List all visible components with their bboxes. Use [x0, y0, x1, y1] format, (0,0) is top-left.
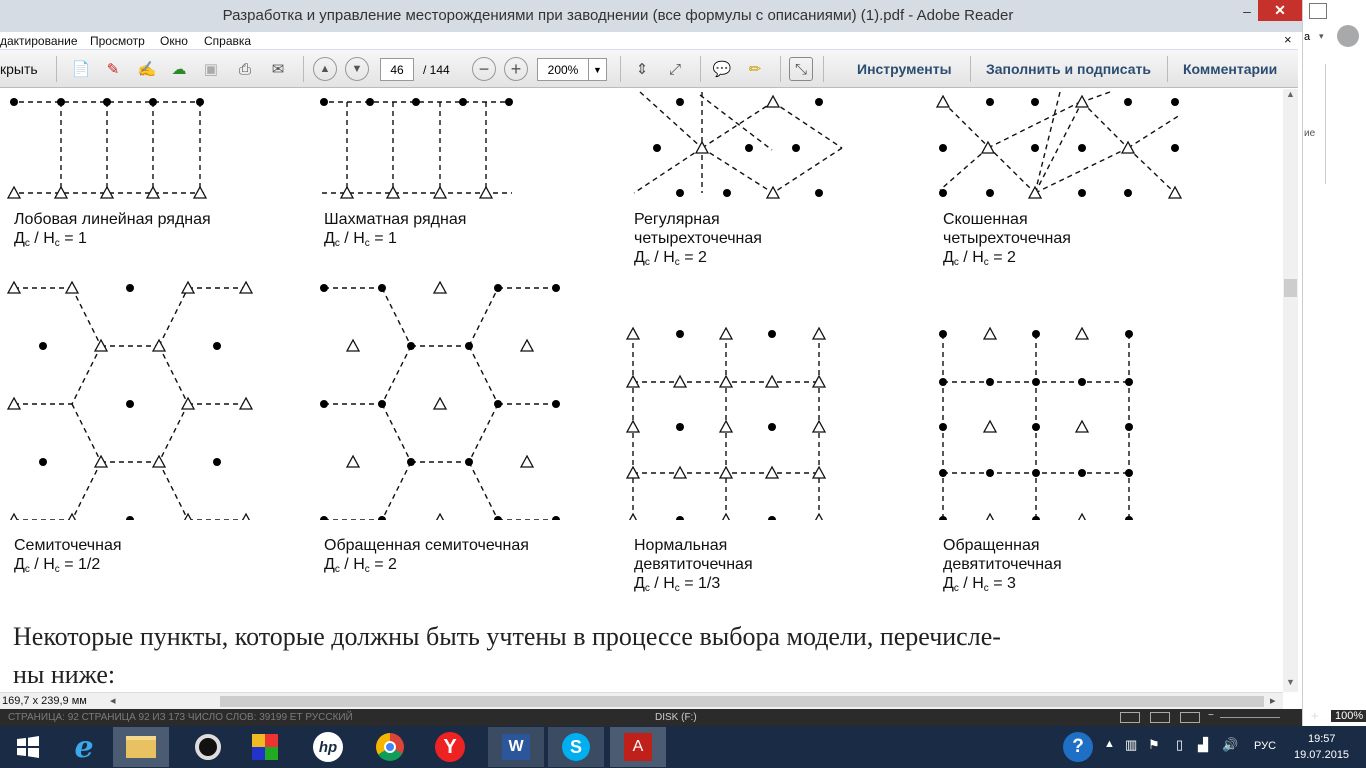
production-well-dot	[1032, 469, 1040, 477]
zoom-minus-icon[interactable]: −	[1208, 710, 1214, 721]
pattern-label-5: Семиточечная $Д_с / Н_с = 1/2$	[14, 536, 122, 579]
pattern-line	[988, 102, 1080, 148]
email-icon[interactable]: ✉	[271, 61, 285, 78]
production-well-dot	[768, 423, 776, 431]
pattern-label-3: Регулярная четырехточечная $Д_с / Н_с = 2$	[634, 210, 762, 272]
pattern-line	[634, 148, 702, 193]
production-well-dot	[126, 516, 134, 520]
production-well-dot	[1125, 469, 1133, 477]
injection-well-triangle	[1076, 96, 1088, 107]
body-text: Некоторые пункты, которые должны быть учтены в процессе выбора модели, перечисле- ны ниже:	[13, 622, 1001, 689]
separator	[1167, 56, 1168, 82]
injection-well-triangle	[720, 328, 732, 339]
injection-well-triangle	[434, 187, 446, 198]
pattern-label-8: Обращенная девятиточечная $Д_с / Н_с = 3$	[943, 536, 1062, 598]
background-window: а ▾ ие 100% +	[1302, 0, 1366, 726]
injection-well-triangle	[194, 187, 206, 198]
production-well-dot	[320, 400, 328, 408]
hp-icon: hp	[313, 732, 343, 762]
horizontal-scrollbar[interactable]	[0, 692, 1283, 709]
scroll-down-icon[interactable]: ▼	[1286, 677, 1295, 687]
production-well-dot	[939, 330, 947, 338]
folder-icon	[126, 736, 156, 758]
zoom-input[interactable]: 200%	[537, 58, 589, 81]
fill-sign-pane-button[interactable]: Заполнить и подписать	[986, 61, 1151, 77]
taskbar-ie[interactable]	[56, 727, 112, 767]
production-well-dot	[815, 189, 823, 197]
production-well-dot	[986, 469, 994, 477]
production-well-dot	[1124, 98, 1132, 106]
fit-page-icon[interactable]: ⤢	[668, 60, 681, 78]
tray-volume-icon[interactable]: 🔊	[1222, 737, 1239, 752]
production-well-dot	[378, 516, 386, 520]
pattern-ratio: $Д_с / Н_с = 2$	[324, 556, 397, 575]
pattern-line	[1035, 102, 1082, 193]
production-well-dot	[126, 284, 134, 292]
production-well-dot	[676, 330, 684, 338]
pattern-line	[702, 148, 773, 193]
production-well-dot	[1032, 516, 1040, 520]
read-mode-icon[interactable]	[1120, 712, 1140, 723]
injection-well-triangle	[720, 514, 732, 520]
production-well-dot	[39, 342, 47, 350]
production-well-dot	[676, 423, 684, 431]
injection-well-triangle	[720, 467, 732, 478]
injection-well-triangle	[434, 514, 446, 520]
production-well-dot	[1124, 189, 1132, 197]
taskbar-adobe-reader[interactable]	[610, 727, 666, 767]
production-well-dot	[792, 144, 800, 152]
tray-language[interactable]: РУС	[1254, 740, 1277, 752]
vertical-scroll-thumb[interactable]	[1284, 279, 1297, 297]
internet-explorer-icon: e	[74, 729, 94, 765]
pattern-line	[773, 102, 842, 148]
menu-edit[interactable]: дактирование	[0, 34, 78, 48]
injection-well-triangle	[766, 376, 778, 387]
taskbar-word[interactable]	[488, 727, 544, 767]
production-well-dot	[366, 98, 374, 106]
injection-well-triangle	[8, 514, 20, 520]
production-well-dot	[412, 98, 420, 106]
production-well-dot	[939, 516, 947, 520]
document-page	[0, 89, 1283, 692]
zoom-plus-icon[interactable]: +	[1311, 708, 1319, 723]
pattern-line	[72, 462, 101, 520]
edit-icon[interactable]: ✍	[137, 61, 157, 78]
production-well-dot	[1125, 378, 1133, 386]
production-well-dot	[465, 342, 473, 350]
production-well-dot	[494, 516, 502, 520]
upload-icon[interactable]: ☁	[171, 61, 187, 78]
production-well-dot	[149, 98, 157, 106]
comments-pane-button[interactable]: Комментарии	[1183, 61, 1278, 77]
production-well-dot	[213, 342, 221, 350]
production-well-dot	[126, 400, 134, 408]
pattern-ratio: $Д_с / Н_с = 3$	[943, 575, 1016, 594]
injection-well-triangle	[240, 398, 252, 409]
pattern-line	[1082, 102, 1128, 148]
scroll-left-icon[interactable]: ◂	[110, 695, 116, 707]
injection-well-triangle	[8, 187, 20, 198]
production-well-dot	[407, 342, 415, 350]
taskbar-explorer[interactable]	[113, 727, 169, 767]
create-pdf-icon[interactable]: 📄	[71, 61, 91, 78]
pattern-line	[469, 346, 498, 404]
production-well-dot	[320, 516, 328, 520]
tray-date[interactable]: 19.07.2015	[1294, 749, 1350, 761]
production-well-dot	[939, 423, 947, 431]
pattern-line	[1128, 148, 1175, 193]
previous-page-icon[interactable]: ▲	[313, 57, 337, 81]
zoom-slider[interactable]	[1220, 717, 1280, 718]
injection-well-triangle	[521, 340, 533, 351]
production-well-dot	[459, 98, 467, 106]
injection-well-triangle	[1076, 421, 1088, 432]
yandex-icon: Y	[435, 732, 465, 762]
pattern-line	[1035, 92, 1060, 193]
production-well-dot	[676, 516, 684, 520]
production-well-dot	[1032, 330, 1040, 338]
production-well-dot	[39, 458, 47, 466]
injection-well-triangle	[521, 456, 533, 467]
pattern-label-6: Обращенная семиточечная $Д_с / Н_с = 2$	[324, 536, 529, 579]
pattern-ratio: $Д_с / Н_с = 1$	[324, 230, 397, 249]
fullscreen-icon[interactable]: ⤡	[789, 57, 813, 81]
word-icon: W	[502, 734, 530, 760]
webcam-icon	[195, 734, 221, 760]
injection-well-triangle	[434, 282, 446, 293]
production-well-dot	[213, 458, 221, 466]
injection-well-triangle	[984, 328, 996, 339]
acrobat-icon[interactable]: ✎	[106, 61, 120, 78]
pattern-line	[159, 404, 188, 462]
production-well-dot	[1171, 144, 1179, 152]
production-well-dot	[494, 284, 502, 292]
injection-well-triangle	[347, 456, 359, 467]
tray-network-icon[interactable]: ▥	[1125, 737, 1138, 752]
word-zoom-level: 100%	[1331, 710, 1366, 722]
production-well-dot	[1171, 98, 1179, 106]
print-layout-icon[interactable]	[1150, 712, 1170, 723]
save-icon[interactable]: ▣	[203, 61, 219, 78]
injection-well-triangle	[240, 282, 252, 293]
hide-button[interactable]: крыть	[0, 61, 38, 77]
pattern-line	[382, 404, 411, 462]
injection-well-triangle	[766, 467, 778, 478]
pattern-line	[469, 404, 498, 462]
injection-well-triangle	[720, 421, 732, 432]
print-icon[interactable]: ⎙	[238, 60, 251, 78]
pattern-line	[469, 288, 498, 346]
injection-well-triangle	[767, 187, 779, 198]
skype-icon: S	[562, 733, 590, 761]
toolbar	[0, 50, 1298, 88]
title-bar	[0, 0, 1302, 32]
production-well-dot	[57, 98, 65, 106]
taskbar-puzzle[interactable]	[237, 727, 293, 767]
pattern-line	[72, 404, 101, 462]
injection-well-triangle	[1122, 142, 1134, 153]
menu-window[interactable]: Окно	[160, 34, 188, 48]
tray-signal-icon[interactable]: ▟	[1198, 737, 1208, 752]
production-well-dot	[1031, 98, 1039, 106]
injection-well-triangle	[1076, 328, 1088, 339]
production-well-dot	[676, 98, 684, 106]
injection-well-triangle	[66, 514, 78, 520]
production-well-dot	[196, 98, 204, 106]
production-well-dot	[465, 458, 473, 466]
pattern-label-7: Нормальная девятиточечная $Д_с / Н_с = 1/3$	[634, 536, 753, 598]
pattern-line	[773, 148, 842, 193]
separator	[700, 56, 701, 82]
production-well-dot	[552, 284, 560, 292]
pattern-ratio: $Д_с / Н_с = 1$	[14, 230, 87, 249]
production-well-dot	[939, 144, 947, 152]
separator	[823, 56, 824, 82]
pattern-line	[159, 346, 188, 404]
pattern-ratio: $Д_с / Н_с = 2$	[943, 249, 1016, 268]
injection-well-triangle	[627, 421, 639, 432]
horizontal-scroll-thumb[interactable]	[220, 696, 1264, 707]
pattern-line	[159, 288, 188, 346]
page-size-readout: 169,7 x 239,9 мм	[2, 695, 87, 707]
help-icon: ?	[1063, 732, 1093, 762]
production-well-dot	[653, 144, 661, 152]
windows-logo-icon	[15, 734, 41, 760]
injection-well-triangle	[627, 328, 639, 339]
tools-pane-button[interactable]: Инструменты	[857, 61, 952, 77]
production-well-dot	[494, 400, 502, 408]
pattern-line	[640, 92, 702, 148]
production-well-dot	[103, 98, 111, 106]
injection-well-triangle	[813, 328, 825, 339]
menu-view[interactable]: Просмотр	[90, 34, 145, 48]
production-well-dot	[939, 378, 947, 386]
pattern-line	[382, 288, 411, 346]
production-well-dot	[768, 330, 776, 338]
divider	[1325, 64, 1326, 184]
production-well-dot	[768, 516, 776, 520]
restore-icon[interactable]	[1309, 3, 1327, 19]
injection-well-triangle	[66, 282, 78, 293]
avatar[interactable]	[1337, 25, 1359, 47]
production-well-dot	[320, 98, 328, 106]
vertical-scrollbar[interactable]	[1283, 89, 1298, 692]
help-button[interactable]	[1058, 727, 1098, 767]
taskbar-chrome[interactable]	[362, 727, 418, 767]
injection-well-triangle	[937, 96, 949, 107]
adobe-reader-icon: A	[624, 733, 652, 761]
web-layout-icon[interactable]	[1180, 712, 1200, 723]
production-well-dot	[1032, 378, 1040, 386]
taskbar-camera[interactable]	[180, 727, 236, 767]
fit-width-icon[interactable]: ⇕	[635, 61, 649, 78]
word-status-bar: СТРАНИЦА: 92 СТРАНИЦА 92 ИЗ 173 ЧИСЛО СЛОВ: 39199 ЕТ РУССКИЙ DISK (F:) −	[0, 709, 1306, 726]
production-well-dot	[939, 469, 947, 477]
minimize-button[interactable]	[1236, 0, 1258, 21]
menu-close-icon[interactable]: ×	[1284, 32, 1292, 47]
injection-well-triangle	[480, 187, 492, 198]
taskbar	[0, 726, 1366, 768]
production-well-dot	[986, 378, 994, 386]
injection-well-triangle	[720, 376, 732, 387]
production-well-dot	[1032, 423, 1040, 431]
tray-battery-icon[interactable]: ▯	[1176, 737, 1184, 752]
menu-help[interactable]: Справка	[204, 34, 252, 48]
pattern-ratio: $Д_с / Н_с = 2$	[634, 249, 707, 268]
separator	[620, 56, 621, 82]
pattern-line	[1128, 115, 1180, 148]
next-page-icon[interactable]: ▼	[345, 57, 369, 81]
pattern-line	[469, 462, 498, 520]
production-well-dot	[1078, 144, 1086, 152]
production-well-dot	[1078, 189, 1086, 197]
pattern-line	[72, 346, 101, 404]
separator	[56, 56, 57, 82]
well-patterns-figure	[0, 89, 1283, 520]
pattern-line	[159, 462, 188, 520]
production-well-dot	[745, 144, 753, 152]
injection-well-triangle	[984, 421, 996, 432]
zoom-dropdown-icon[interactable]: ▼	[588, 58, 607, 81]
injection-well-triangle	[347, 340, 359, 351]
pattern-ratio: $Д_с / Н_с = 1/3$	[634, 575, 721, 594]
production-well-dot	[320, 284, 328, 292]
injection-well-triangle	[153, 456, 165, 467]
production-well-dot	[1125, 516, 1133, 520]
injection-well-triangle	[767, 96, 779, 107]
page-number-input[interactable]: 46	[380, 58, 414, 81]
chrome-icon	[376, 733, 404, 761]
injection-well-triangle	[1029, 187, 1041, 198]
comment-icon[interactable]: 💬	[712, 61, 732, 78]
injection-well-triangle	[434, 398, 446, 409]
pattern-line	[940, 148, 988, 190]
injection-well-triangle	[674, 467, 686, 478]
highlight-icon[interactable]: ✏	[748, 61, 762, 78]
tray-time[interactable]: 19:57	[1308, 733, 1336, 745]
injection-well-triangle	[240, 514, 252, 520]
puzzle-icon	[252, 734, 278, 760]
taskbar-skype[interactable]	[548, 727, 604, 767]
pattern-label-2: Шахматная рядная $Д_с / Н_с = 1$	[324, 210, 466, 253]
production-well-dot	[552, 400, 560, 408]
pattern-line	[382, 462, 411, 520]
dropdown-icon[interactable]: ▾	[1319, 31, 1324, 41]
pattern-line	[702, 102, 773, 148]
injection-well-triangle	[813, 514, 825, 520]
production-well-dot	[378, 284, 386, 292]
injection-well-triangle	[182, 514, 194, 520]
production-well-dot	[723, 189, 731, 197]
taskbar-hp[interactable]	[300, 727, 356, 767]
production-well-dot	[407, 458, 415, 466]
injection-well-triangle	[984, 514, 996, 520]
scroll-up-icon[interactable]: ▲	[1286, 89, 1295, 99]
page-total: / 144	[423, 63, 450, 77]
injection-well-triangle	[813, 421, 825, 432]
production-well-dot	[1125, 423, 1133, 431]
zoom-out-icon[interactable]: −	[472, 57, 496, 81]
injection-well-triangle	[1169, 187, 1181, 198]
injection-well-triangle	[982, 142, 994, 153]
production-well-dot	[986, 189, 994, 197]
production-well-dot	[939, 189, 947, 197]
separator	[970, 56, 971, 82]
taskbar-yandex[interactable]	[422, 727, 478, 767]
separator	[780, 56, 781, 82]
injection-well-triangle	[1076, 514, 1088, 520]
pattern-line	[1082, 92, 1110, 102]
production-well-dot	[1078, 469, 1086, 477]
tray-flag-icon[interactable]: ⚑	[1148, 737, 1160, 752]
pattern-ratio: $Д_с / Н_с = 1/2$	[14, 556, 101, 575]
window-title: Разработка и управление месторождениями при заводнении (все формулы с описаниями) (1).pdf - Adobe Reader	[222, 7, 1014, 24]
production-well-dot	[1125, 330, 1133, 338]
separator	[303, 56, 304, 82]
injection-well-triangle	[674, 376, 686, 387]
pattern-label-4: Скошенная четырехточечная $Д_с / Н_с = 2$	[943, 210, 1071, 272]
minimize-icon: ‒	[1243, 2, 1251, 19]
production-well-dot	[505, 98, 513, 106]
injection-well-triangle	[153, 340, 165, 351]
production-well-dot	[676, 189, 684, 197]
close-icon: ✕	[1274, 2, 1286, 18]
zoom-in-icon[interactable]: +	[504, 57, 528, 81]
disk-label: DISK (F:)	[655, 712, 697, 723]
production-well-dot	[1031, 144, 1039, 152]
production-well-dot	[10, 98, 18, 106]
pattern-label-1: Лобовая линейная рядная $Д_с / Н_с = 1$	[14, 210, 211, 253]
pattern-line	[1035, 148, 1128, 193]
injection-well-triangle	[627, 514, 639, 520]
injection-well-triangle	[696, 142, 708, 153]
production-well-dot	[552, 516, 560, 520]
close-button[interactable]	[1258, 0, 1302, 21]
start-button[interactable]	[0, 727, 56, 767]
pattern-line	[72, 288, 101, 346]
production-well-dot	[986, 98, 994, 106]
production-well-dot	[378, 400, 386, 408]
production-well-dot	[815, 98, 823, 106]
menu-bar	[0, 32, 1298, 50]
production-well-dot	[1078, 378, 1086, 386]
pattern-line	[382, 346, 411, 404]
tray-chevron-icon[interactable]: ▲	[1104, 738, 1115, 750]
scroll-right-icon[interactable]: ▸	[1270, 695, 1276, 707]
